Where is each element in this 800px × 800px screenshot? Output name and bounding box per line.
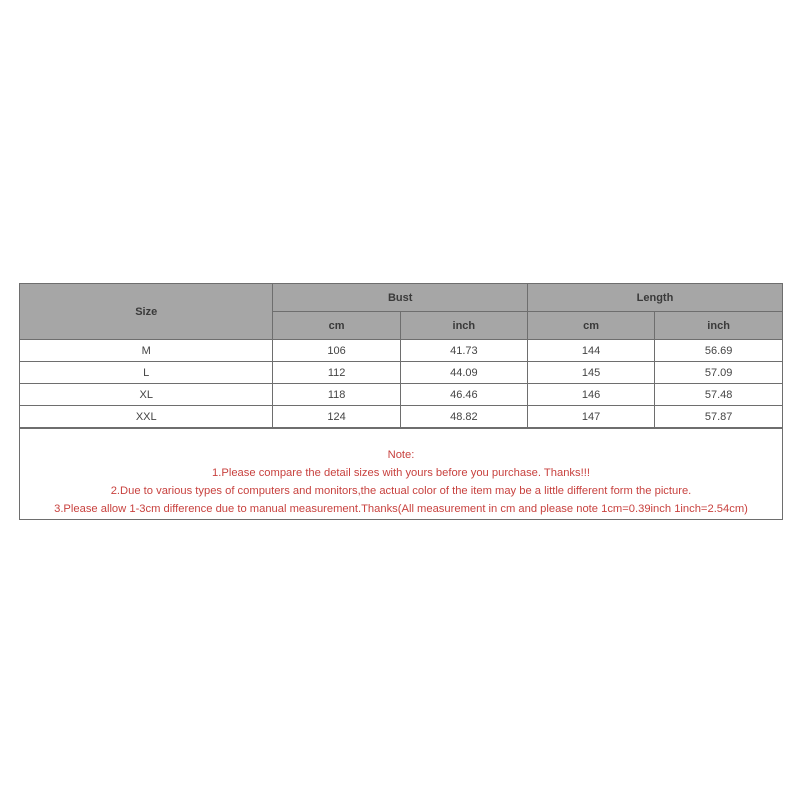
header-row-top [20,284,782,312]
length-cm-cell: 147 [527,406,654,428]
notes-section [20,428,782,519]
length-cm-cell: 144 [527,340,654,362]
length-cm-cell: 146 [527,384,654,406]
size-cell: XXL [20,406,273,428]
table-row [20,340,782,362]
size-header: Size [20,284,273,340]
note-line-3: 3.Please allow 1-3cm difference due to manual measurement.Thanks(All measurement in cm and please note 1cm=0.39inch 1inch=2.54cm) [54,503,748,515]
bust-cm-header: cm [273,312,400,340]
table-row [20,384,782,406]
bust-cm-cell: 118 [273,384,400,406]
length-header: Length [527,284,782,312]
bust-inch-header: inch [400,312,527,340]
table-row [20,362,782,384]
bust-inch-cell: 46.46 [400,384,527,406]
length-inch-cell: 56.69 [655,340,782,362]
note-title: Note: [387,449,415,461]
note-line-1: 1.Please compare the detail sizes with yours before you purchase. Thanks!!! [212,467,590,479]
bust-header: Bust [273,284,528,312]
size-table [20,284,782,428]
bust-cm-cell: 124 [273,406,400,428]
length-cm-cell: 145 [527,362,654,384]
table-row [20,406,782,428]
length-inch-cell: 57.48 [655,384,782,406]
note-line-2: 2.Due to various types of computers and monitors,the actual color of the item may be a little different form the picture. [110,485,692,497]
bust-inch-cell: 44.09 [400,362,527,384]
length-inch-header: inch [655,312,782,340]
bust-inch-cell: 41.73 [400,340,527,362]
size-cell: L [20,362,273,384]
length-inch-cell: 57.87 [655,406,782,428]
length-cm-header: cm [527,312,654,340]
bust-cm-cell: 106 [273,340,400,362]
length-inch-cell: 57.09 [655,362,782,384]
size-cell: M [20,340,273,362]
size-cell: XL [20,384,273,406]
size-chart [19,283,783,520]
bust-inch-cell: 48.82 [400,406,527,428]
bust-cm-cell: 112 [273,362,400,384]
